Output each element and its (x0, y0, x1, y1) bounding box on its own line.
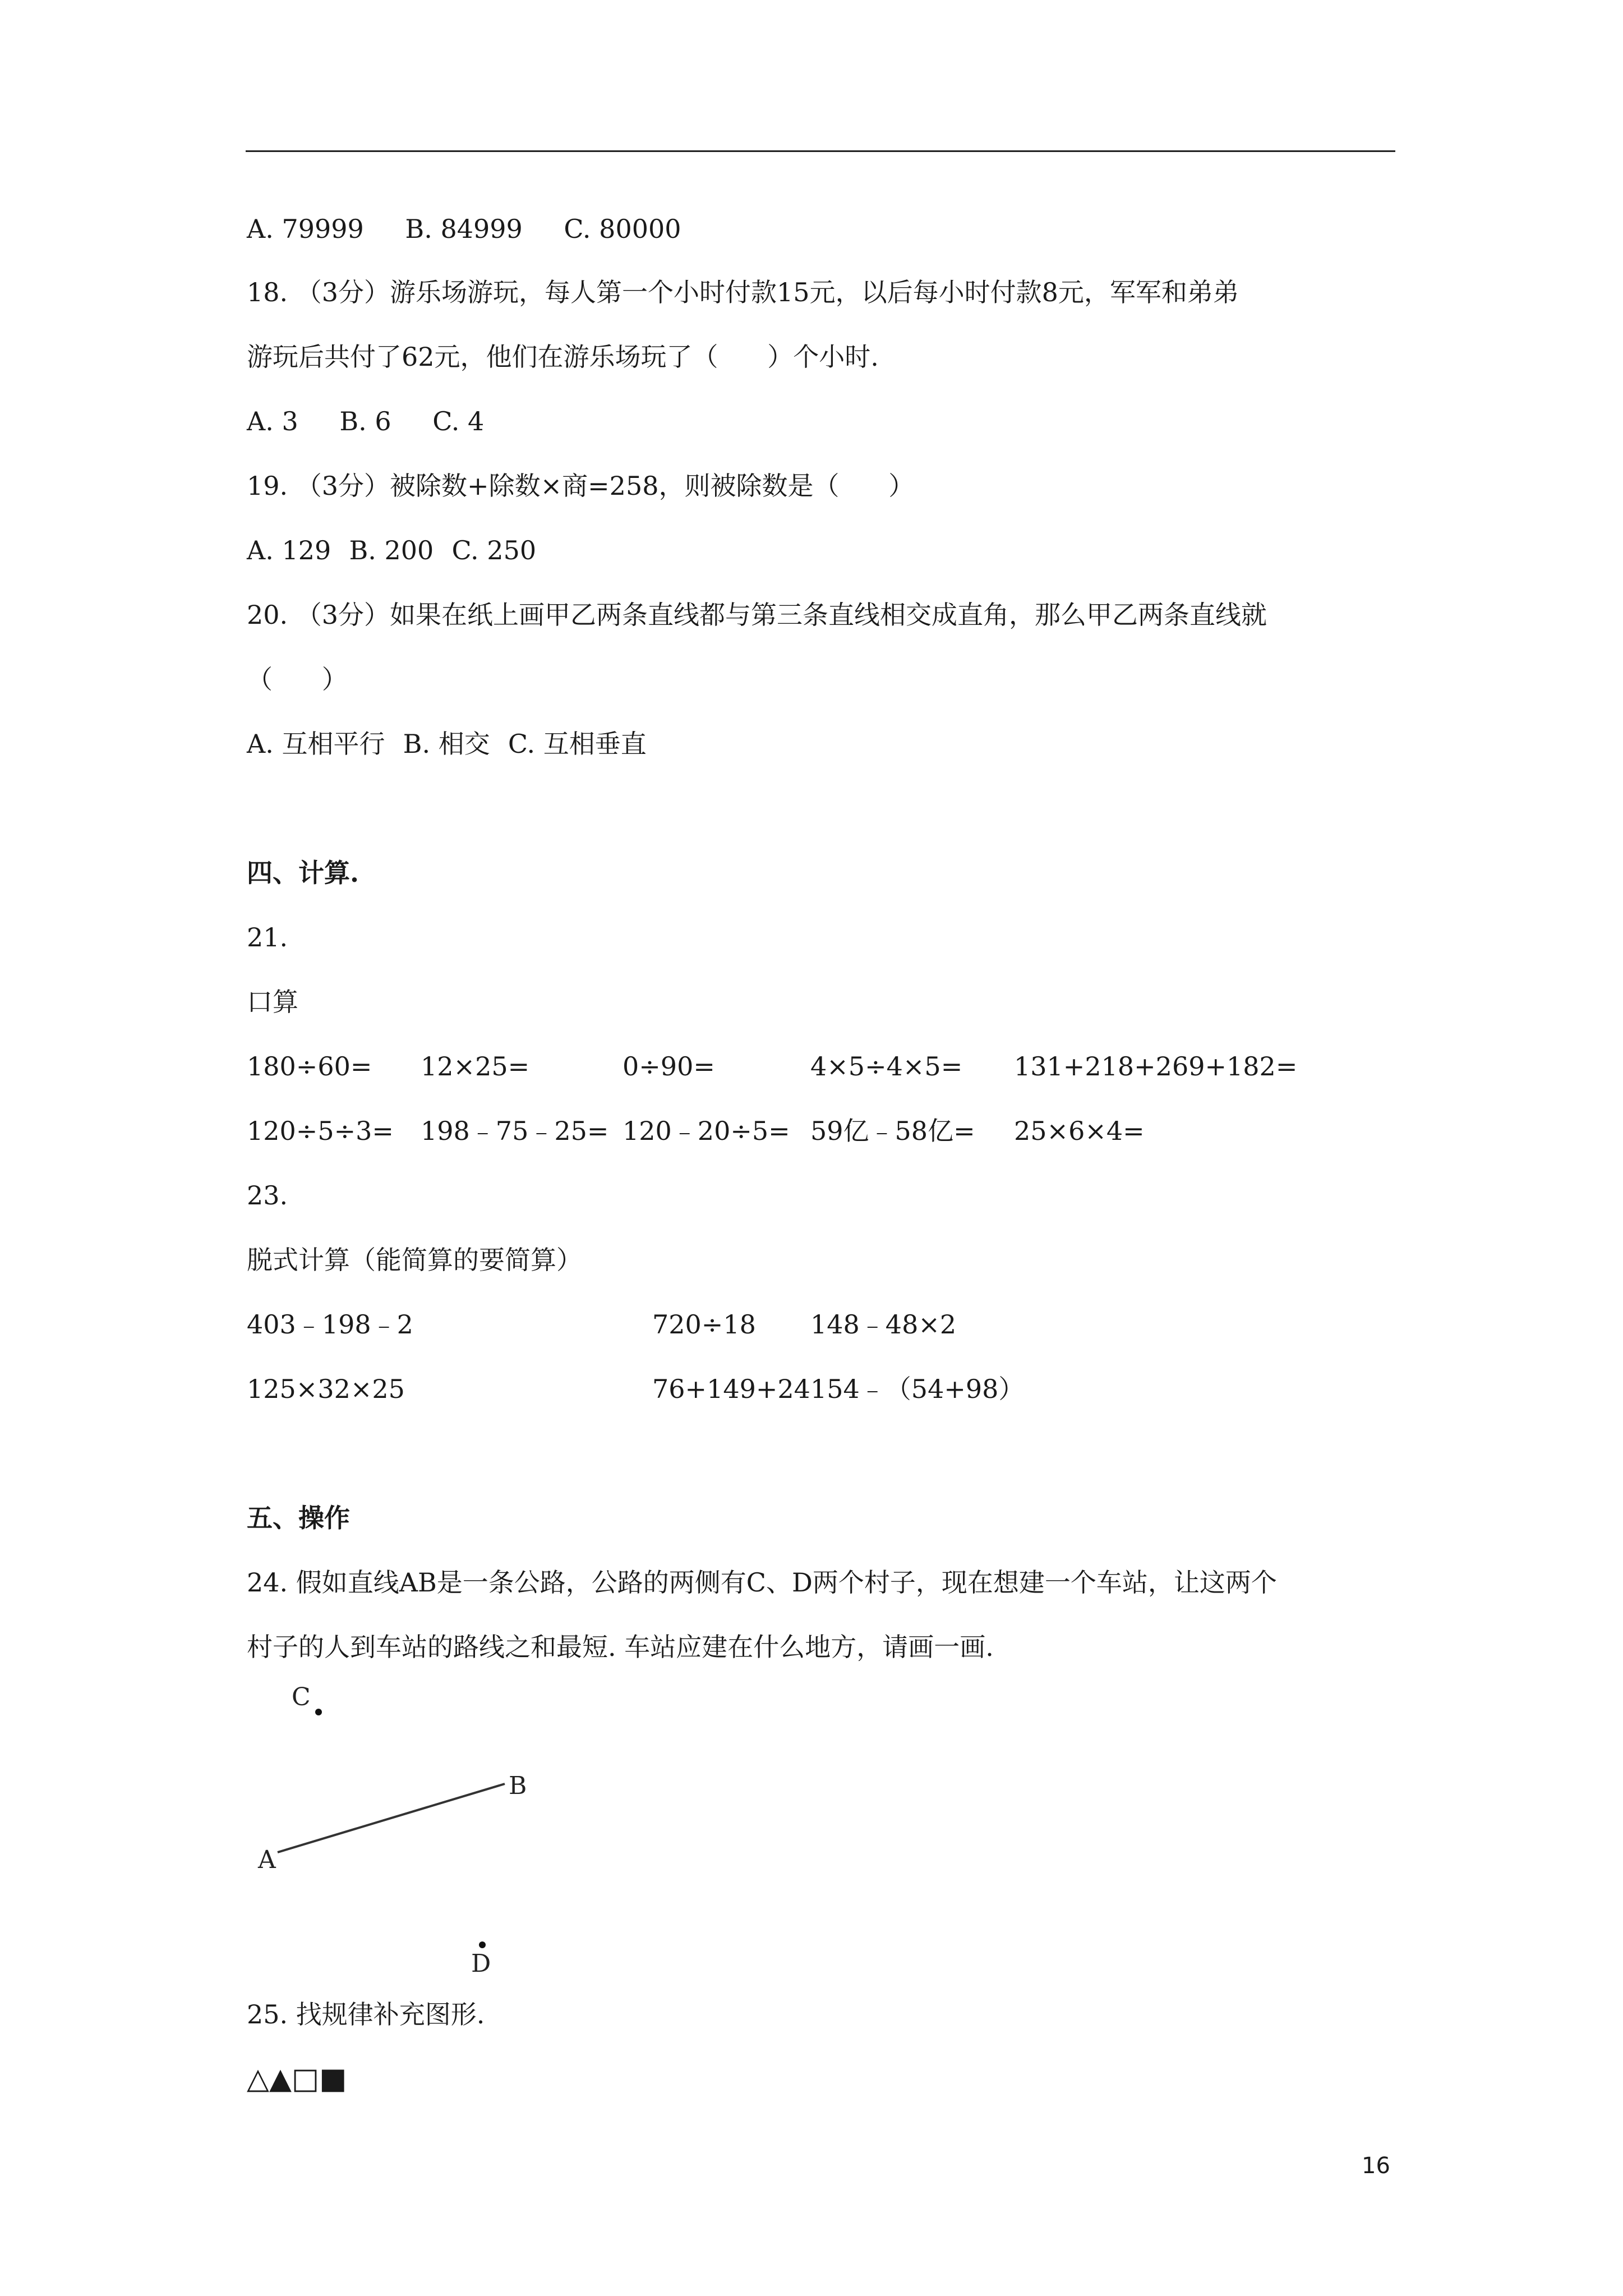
shape-sequence: △▲□■ (247, 2062, 347, 2096)
written-r1-c3: 148﹣48×2 (810, 1309, 957, 1340)
written-r2-c3: 154﹣（54+98） (810, 1374, 1025, 1404)
q19-option-b: B. 200 (349, 535, 434, 565)
q20-option-c: C. 互相垂直 (508, 729, 647, 759)
oral-r1-c1: 180÷60= (247, 1051, 372, 1082)
oral-r2-c3: 120﹣20÷5= (623, 1116, 790, 1146)
q17-option-a: A. 79999 (247, 214, 364, 244)
q20-line1: 20. （3分）如果在纸上画甲乙两条直线都与第三条直线相交成直角，那么甲乙两条直线就 (247, 600, 1267, 630)
oral-r2-c1: 120÷5÷3= (247, 1116, 394, 1146)
q20-line2: （ ） (247, 664, 348, 694)
point-c-label: C (292, 1683, 311, 1711)
written-calc-label: 脱式计算（能简算的要简算） (247, 1245, 582, 1275)
oral-r1-c2: 12×25= (421, 1051, 530, 1082)
written-r2-c2: 76+149+24 (652, 1374, 810, 1404)
section5-title: 五、操作 (247, 1503, 350, 1533)
point-d-dot (479, 1941, 486, 1948)
q20-option-b: B. 相交 (403, 729, 490, 759)
written-r1-c2: 720÷18 (652, 1309, 756, 1340)
q18-option-c: C. 4 (432, 406, 485, 436)
q17-option-b: B. 84999 (405, 214, 523, 244)
header-rule (246, 150, 1395, 152)
oral-r2-c2: 198﹣75﹣25= (421, 1116, 609, 1146)
road-village-figure (236, 1677, 628, 1991)
q18-options (247, 406, 484, 437)
oral-calc-label: 口算 (247, 987, 298, 1017)
q20-options (247, 728, 647, 760)
line-ab (278, 1784, 505, 1852)
written-r1-c1: 403﹣198﹣2 (247, 1309, 413, 1340)
point-b-label: B (509, 1772, 527, 1800)
written-r2-c1: 125×32×25 (247, 1374, 405, 1404)
section4-title: 四、计算. (247, 858, 359, 888)
page-number: 16 (1362, 2153, 1390, 2179)
q19-options (247, 535, 536, 566)
q20-option-a: A. 互相平行 (247, 729, 385, 759)
oral-r2-c5: 25×6×4= (1014, 1116, 1145, 1146)
point-a-label: A (258, 1846, 276, 1874)
q18-option-a: A. 3 (247, 406, 298, 436)
oral-r2-c4: 59亿﹣58亿= (810, 1116, 975, 1146)
oral-r1-c3: 0÷90= (623, 1051, 715, 1082)
point-c-dot (315, 1709, 322, 1715)
q18-option-b: B. 6 (339, 406, 391, 436)
q18-line1: 18. （3分）游乐场游玩，每人第一个小时付款15元，以后每小时付款8元，军军和弟弟 (247, 277, 1239, 307)
point-d-label: D (471, 1949, 491, 1978)
q18-line2: 游玩后共付了62元，他们在游乐场玩了（ ）个小时. (247, 342, 879, 372)
q19-option-c: C. 250 (451, 535, 537, 565)
q17-options (247, 213, 681, 245)
q23-number: 23. (247, 1180, 288, 1211)
q24-line1: 24. 假如直线AB是一条公路，公路的两侧有C、D两个村子，现在想建一个车站，让这两个 (247, 1567, 1277, 1598)
q19-line1: 19. （3分）被除数+除数×商=258，则被除数是（ ） (247, 471, 915, 501)
oral-r1-c4: 4×5÷4×5= (810, 1051, 963, 1082)
q21-number: 21. (247, 922, 288, 953)
q25-line: 25. 找规律补充图形. (247, 1999, 485, 2030)
oral-r1-c5: 131+218+269+182= (1014, 1051, 1298, 1082)
q17-option-c: C. 80000 (564, 214, 681, 244)
q24-line2: 村子的人到车站的路线之和最短. 车站应建在什么地方，请画一画. (247, 1632, 994, 1662)
q19-option-a: A. 129 (247, 535, 331, 565)
